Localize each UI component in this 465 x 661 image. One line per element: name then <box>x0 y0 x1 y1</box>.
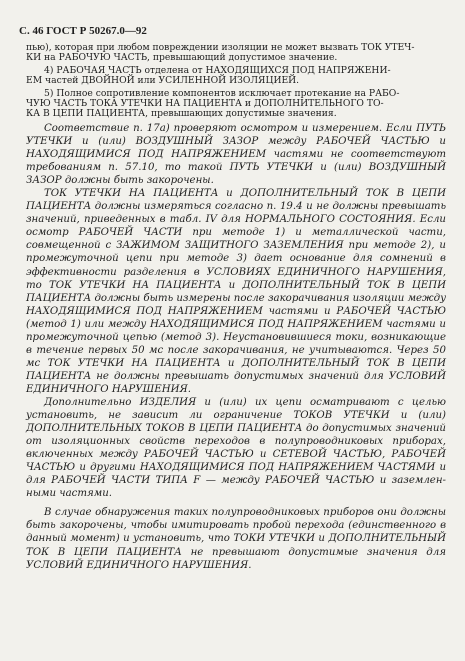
paragraph-semiconductors: В случае обнаружения таких полупроводниковых приборов они должны быть закорочены, чтобы имитировать пробой перехода (единственного в данный момент) и установить, что ТОКИ УТЕЧКИ и ДОПОЛНИТЕЛЬНЫЙ ТОК В ЦЕПИ ПАЦИЕНТА не превышают допустимые значения для УСЛОВИЙ ЕДИНИЧНОГО НАРУШЕНИЯ. <box>26 507 446 571</box>
item-5-line-1: 5) Полное сопротивление компонентов исключает протекание на РАБО- <box>44 88 400 99</box>
item-4-line-1: 4) РАБОЧАЯ ЧАСТЬ отделена от НАХОДЯЩИХСЯ ПОД НАПРЯЖЕНИ- <box>44 65 391 76</box>
item-5-line-3: КА В ЦЕПИ ПАЦИЕНТА, превышающих допустимые значения. <box>26 108 337 119</box>
paragraph-additional: Дополнительно ИЗДЕЛИЯ и (или) их цепи осматривают с целью установить, не зависит ли ограничение ТОКОВ УТЕЧКИ и (или) ДОПОЛНИТЕЛЬНЫХ ТОКОВ В ЦЕПИ ПАЦИЕНТА до допустимых значений от изоляционных свойств переходов в полупроводниковых приборах, включенных между РАБОЧЕЙ ЧАСТЬЮ и СЕТЕВОЙ ЧАСТЬЮ, РАБОЧЕЙ ЧАСТЬЮ и другими НАХОДЯЩИМИСЯ ПОД НАПРЯЖЕНИЕМ ЧАСТЯМИ и для РАБОЧЕЙ ЧАСТИ ТИПА F — между РАБОЧЕЙ ЧАСТЬЮ и заземленными частями. <box>26 396 446 500</box>
top-section <box>26 43 446 119</box>
document-body <box>26 43 446 572</box>
item-4-line-2: ЕМ частей ДВОЙНОЙ или УСИЛЕННОЙ ИЗОЛЯЦИЕЙ. <box>26 75 300 86</box>
item-5-line-2: ЧУЮ ЧАСТЬ ТОКА УТЕЧКИ НА ПАЦИЕНТА и ДОПОЛНИТЕЛЬНОГО ТО- <box>26 98 384 109</box>
paragraph-compliance: Соответствие п. 17а) проверяют осмотром и измерением. Если ПУТЬ УТЕЧКИ и (или) ВОЗДУШНЫЙ ЗАЗОР между РАБОЧЕЙ ЧАСТЬЮ и НАХОДЯЩИМИСЯ ПОД НАПРЯЖЕНИЕМ частями не соответствуют требованиям п. 57.10, то такой ПУТЬ УТЕЧКИ и (или) ВОЗДУШНЫЙ ЗАЗОР должны быть закорочены. <box>26 123 446 187</box>
paragraph-leakage-current: ТОК УТЕЧКИ НА ПАЦИЕНТА и ДОПОЛНИТЕЛЬНЫЙ ТОК В ЦЕПИ ПАЦИЕНТА должны измеряться согласно п. 19.4 и не должны превышать значений, приведенных в табл. IV для НОРМАЛЬНОГО СОСТОЯНИЯ. Если осмотр РАБОЧЕЙ ЧАСТИ при методе 1) и металлической части, совмещенной с ЗАЖИМОМ ЗАЩИТНОГО ЗАЗЕМЛЕНИЯ при методе 2), и промежуточной цепи при методе 3) дает основание для сомнений в эффективности разделения в УСЛОВИЯХ ЕДИНИЧНОГО НАРУШЕНИЯ, то ТОК УТЕЧКИ НА ПАЦИЕНТА и ДОПОЛНИТЕЛЬНЫЙ ТОК В ЦЕПИ ПАЦИЕНТА должны быть измерены после закорачивания изоляции между НАХОДЯЩИМИСЯ ПОД НАПРЯЖЕНИЕМ частями и РАБОЧЕЙ ЧАСТЬЮ (метод 1) или между НАХОДЯЩИМИСЯ ПОД НАПРЯЖЕНИЕМ частями и промежуточной цепью (метод 3). Неустановившиеся токи, возникающие в течение первых 50 мс после закорачивания, не учитываются. Через 50 мс ТОК УТЕЧКИ НА ПАЦИЕНТА и ДОПОЛНИТЕЛЬНЫЙ ТОК В ЦЕПИ ПАЦИЕНТА не должны превышать допустимых значений для УСЛОВИЙ ЕДИНИЧНОГО НАРУШЕНИЯ. <box>26 188 446 395</box>
continued-line-2: КИ на РАБОЧУЮ ЧАСТЬ, превышающий допустимое значение. <box>26 52 338 63</box>
main-text <box>26 122 446 572</box>
continued-line-1: пью), которая при любом повреждении изоляции не может вызвать ТОК УТЕЧ- <box>26 42 415 53</box>
page-header: С. 46 ГОСТ Р 50267.0—92 <box>19 25 147 37</box>
